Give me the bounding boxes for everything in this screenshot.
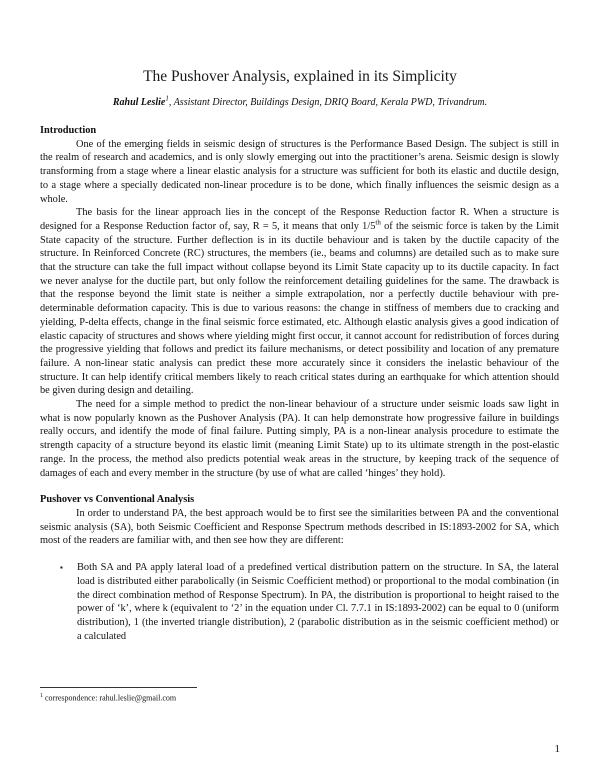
- footnote: [40, 691, 176, 704]
- bullet-square-icon: ▪: [60, 563, 63, 573]
- paragraph-intro-3: The need for a simple method to predict the non-linear behaviour of a structure under seismic loads saw light in what is now popularly known as the Pushover Analysis (PA). It can help demonstrate how progressive failure in buildings really occurs, and identify the mode of final failure. Putting simply, PA is a non-linear analysis procedure to estimate the strength capacity of a structure beyond its elastic limit (meaning Limit State) up to its ultimate strength in the post-elastic range. In the process, the method also predicts potential weak areas in the structure, by keeping track of the sequence of damages of each and every member in the structure (by use of what are called ‘hinges’ they hold).: [40, 399, 559, 479]
- author-affiliation: , Assistant Director, Buildings Design, DRIQ Board, Kerala PWD, Trivandrum.: [168, 97, 488, 108]
- paragraph-intro-2-part-a: The basis for the linear approach lies in the concept of the Response Reduction factor R. When a structure is designed for a Response Reduction factor of, say, R = 5, it means that only 1/5: [40, 207, 559, 232]
- section-spacer: [40, 480, 559, 493]
- document-title: The Pushover Analysis, explained in its Simplicity: [143, 68, 457, 85]
- superscript-th: th: [375, 218, 381, 227]
- page-number: 1: [554, 743, 560, 755]
- author-name: Rahul Leslie: [112, 97, 166, 108]
- document-body: [40, 124, 559, 643]
- bullet-list: [40, 561, 559, 643]
- footnote-marker: 1: [165, 94, 169, 103]
- section-heading-pushover-vs-conventional: Pushover vs Conventional Analysis: [40, 494, 195, 506]
- footnote-number: 1: [40, 693, 43, 699]
- list-item-text: Both SA and PA apply lateral load of a predefined vertical distribution pattern on the structure. In SA, the lateral load is distributed either parabolically (in Seismic Coefficient method) or proportional to the modal combination (in the direct combination method of Response Spectrum). In PA, the distribution is proportional to height raised to the power of ‘k’, where k (equivalent to ‘2’ in the equation under Cl. 7.7.1 in IS:1893-2002) can be equal to 0 (uniform distribution), 1 (the inverted triangle distribution), 2 (parabolic distribution as in the seismic coefficient method) or a calculated: [77, 562, 559, 642]
- section-heading-introduction: Introduction: [40, 125, 97, 136]
- paragraph-intro-2-part-b: of the seismic force is taken by the Limit State capacity of the structure. Further deflection is in its ductile behaviour and is taken by the ductile capacity of the structure. In Reinforced Concrete (RC) structures, the members (ie., beams and columns) are detailed such as to make sure that the structure can take the full impact without collapse beyond its Limit State capacity up to its ductile capacity. In fact we never analyse for the ductile part, but only follow the reinforcement detailing guidelines for the same. The drawback is that the response beyond the limit state is neither a simple extrapolation, nor a perfectly ductile behaviour with pre-determinable deformation capacity. This is due to various reasons: the change in stiffness of members due to cracking and yielding, P-delta effects, change in the final seismic force estimated, etc. Although elastic analysis gives a good indication of elastic capacity of structures and shows where yielding might first occur, it cannot account for redistribution of forces during the progressive yielding that follows and predict its failure mechanisms, or detect possibility and location of any premature failure. A non-linear static analysis can predict these more accurately since it considers the inelastic behaviour of the structure. It can help identify critical members likely to reach critical states during an earthquake for which attention should be given during design and detailing.: [40, 220, 560, 397]
- author-line: [0, 94, 600, 109]
- paragraph-intro-1: One of the emerging fields in seismic design of structures is the Performance Based Design. The subject is still in the realm of research and academics, and is only slowly emerging out into the practitioner’s arena. Seismic design is slowly transforming from a stage where a linear elastic analysis for a structure was sufficient for both its elastic and ductile design, to a stage where a specially dedicated non-linear procedure is to be done, which finally influences the seismic design as a whole.: [40, 138, 559, 205]
- paragraph-section2-1: In order to understand PA, the best approach would be to first see the similarities between PA and the conventional seismic analysis (SA), both Seismic Coefficient and Response Spectrum methods described in IS:1893-2002 for SA, which most of the readers are familiar with, and then see how they are different:: [40, 507, 559, 547]
- paragraph-intro-2: [40, 206, 559, 398]
- footnote-divider: [40, 687, 197, 688]
- footnote-text: correspondence: rahul.leslie@gmail.com: [43, 693, 177, 703]
- list-item: [40, 561, 559, 643]
- list-spacer: [40, 548, 559, 561]
